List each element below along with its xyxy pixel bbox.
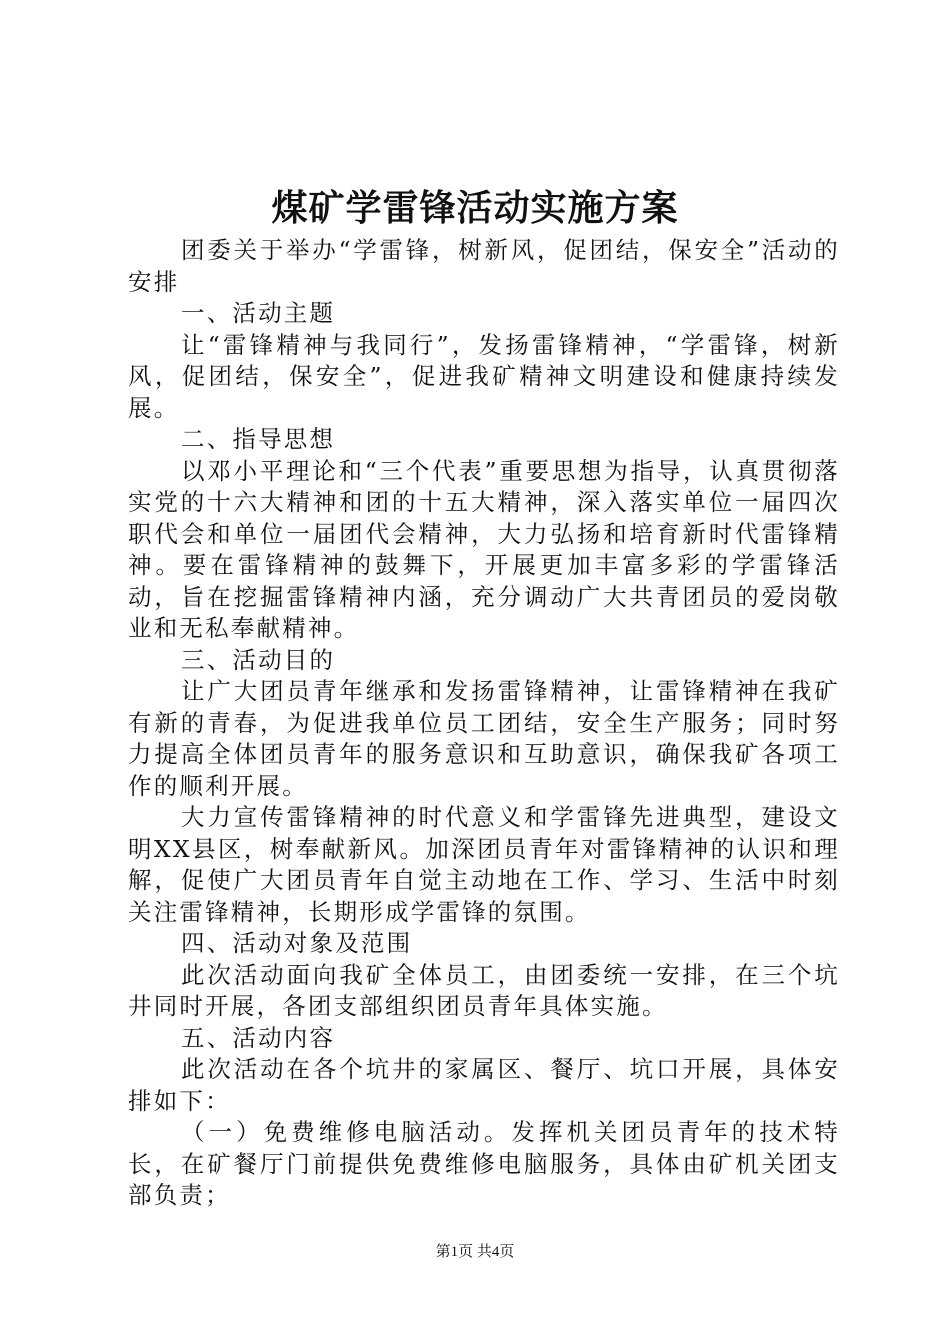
- document-body: [128, 235, 840, 1212]
- paragraph-purpose-2: 大力宣传雷锋精神的时代意义和学雷锋先进典型，建设文明XX县区，树奉献新风。加深团员青年对雷锋精神的认识和理解，促使广大团员青年自觉主动地在工作、学习、生活中时刻关注雷锋精神，长期形成学雷锋的氛围。: [128, 803, 840, 926]
- paragraph-content: 此次活动在各个坑井的家属区、餐厅、坑口开展，具体安排如下：: [128, 1055, 840, 1115]
- section-heading-content: 五、活动内容: [181, 1023, 336, 1052]
- section-heading-theme: 一、活动主题: [181, 299, 336, 327]
- paragraph-guiding-thought: 以邓小平理论和“三个代表”重要思想为指导，认真贯彻落实党的十六大精神和团的十五大精神，深入落实单位一届四次职代会和单位一届团代会精神，大力弘扬和培育新时代雷锋精神。要在雷锋精神的鼓舞下，开展更加丰富多彩的学雷锋活动，旨在挖掘雷锋精神内涵，充分调动广大共青团员的爱岗敬业和无私奉献精神。: [128, 456, 840, 642]
- section-heading-scope: 四、活动对象及范围: [181, 929, 413, 957]
- document-title: 煤矿学雷锋活动实施方案: [271, 187, 679, 229]
- section-heading-purpose: 三、活动目的: [181, 645, 336, 674]
- paragraph-purpose-1: 让广大团员青年继承和发扬雷锋精神，让雷锋精神在我矿有新的青春，为促进我单位员工团结，安全生产服务；同时努力提高全体团员青年的服务意识和互助意识，确保我矿各项工作的顺利开展。: [128, 677, 840, 800]
- page-footer: 第1页 共4页: [435, 1244, 515, 1260]
- section-heading-guiding-thought: 二、指导思想: [181, 425, 336, 453]
- paragraph-content-item-1: （一）免费维修电脑活动。发挥机关团员青年的技术特长，在矿餐厅门前提供免费维修电脑服务，具体由矿机关团支部负责；: [128, 1118, 840, 1209]
- paragraph-scope: 此次活动面向我矿全体员工，由团委统一安排，在三个坑井同时开展，各团支部组织团员青年具体实施。: [128, 960, 840, 1020]
- paragraph-intro: 团委关于举办“学雷锋，树新风，促团结，保安全”活动的安排: [128, 236, 840, 296]
- paragraph-theme: 让“雷锋精神与我同行”，发扬雷锋精神，“学雷锋，树新风，促团结，保安全”，促进我矿精神文明建设和健康持续发展。: [128, 330, 840, 422]
